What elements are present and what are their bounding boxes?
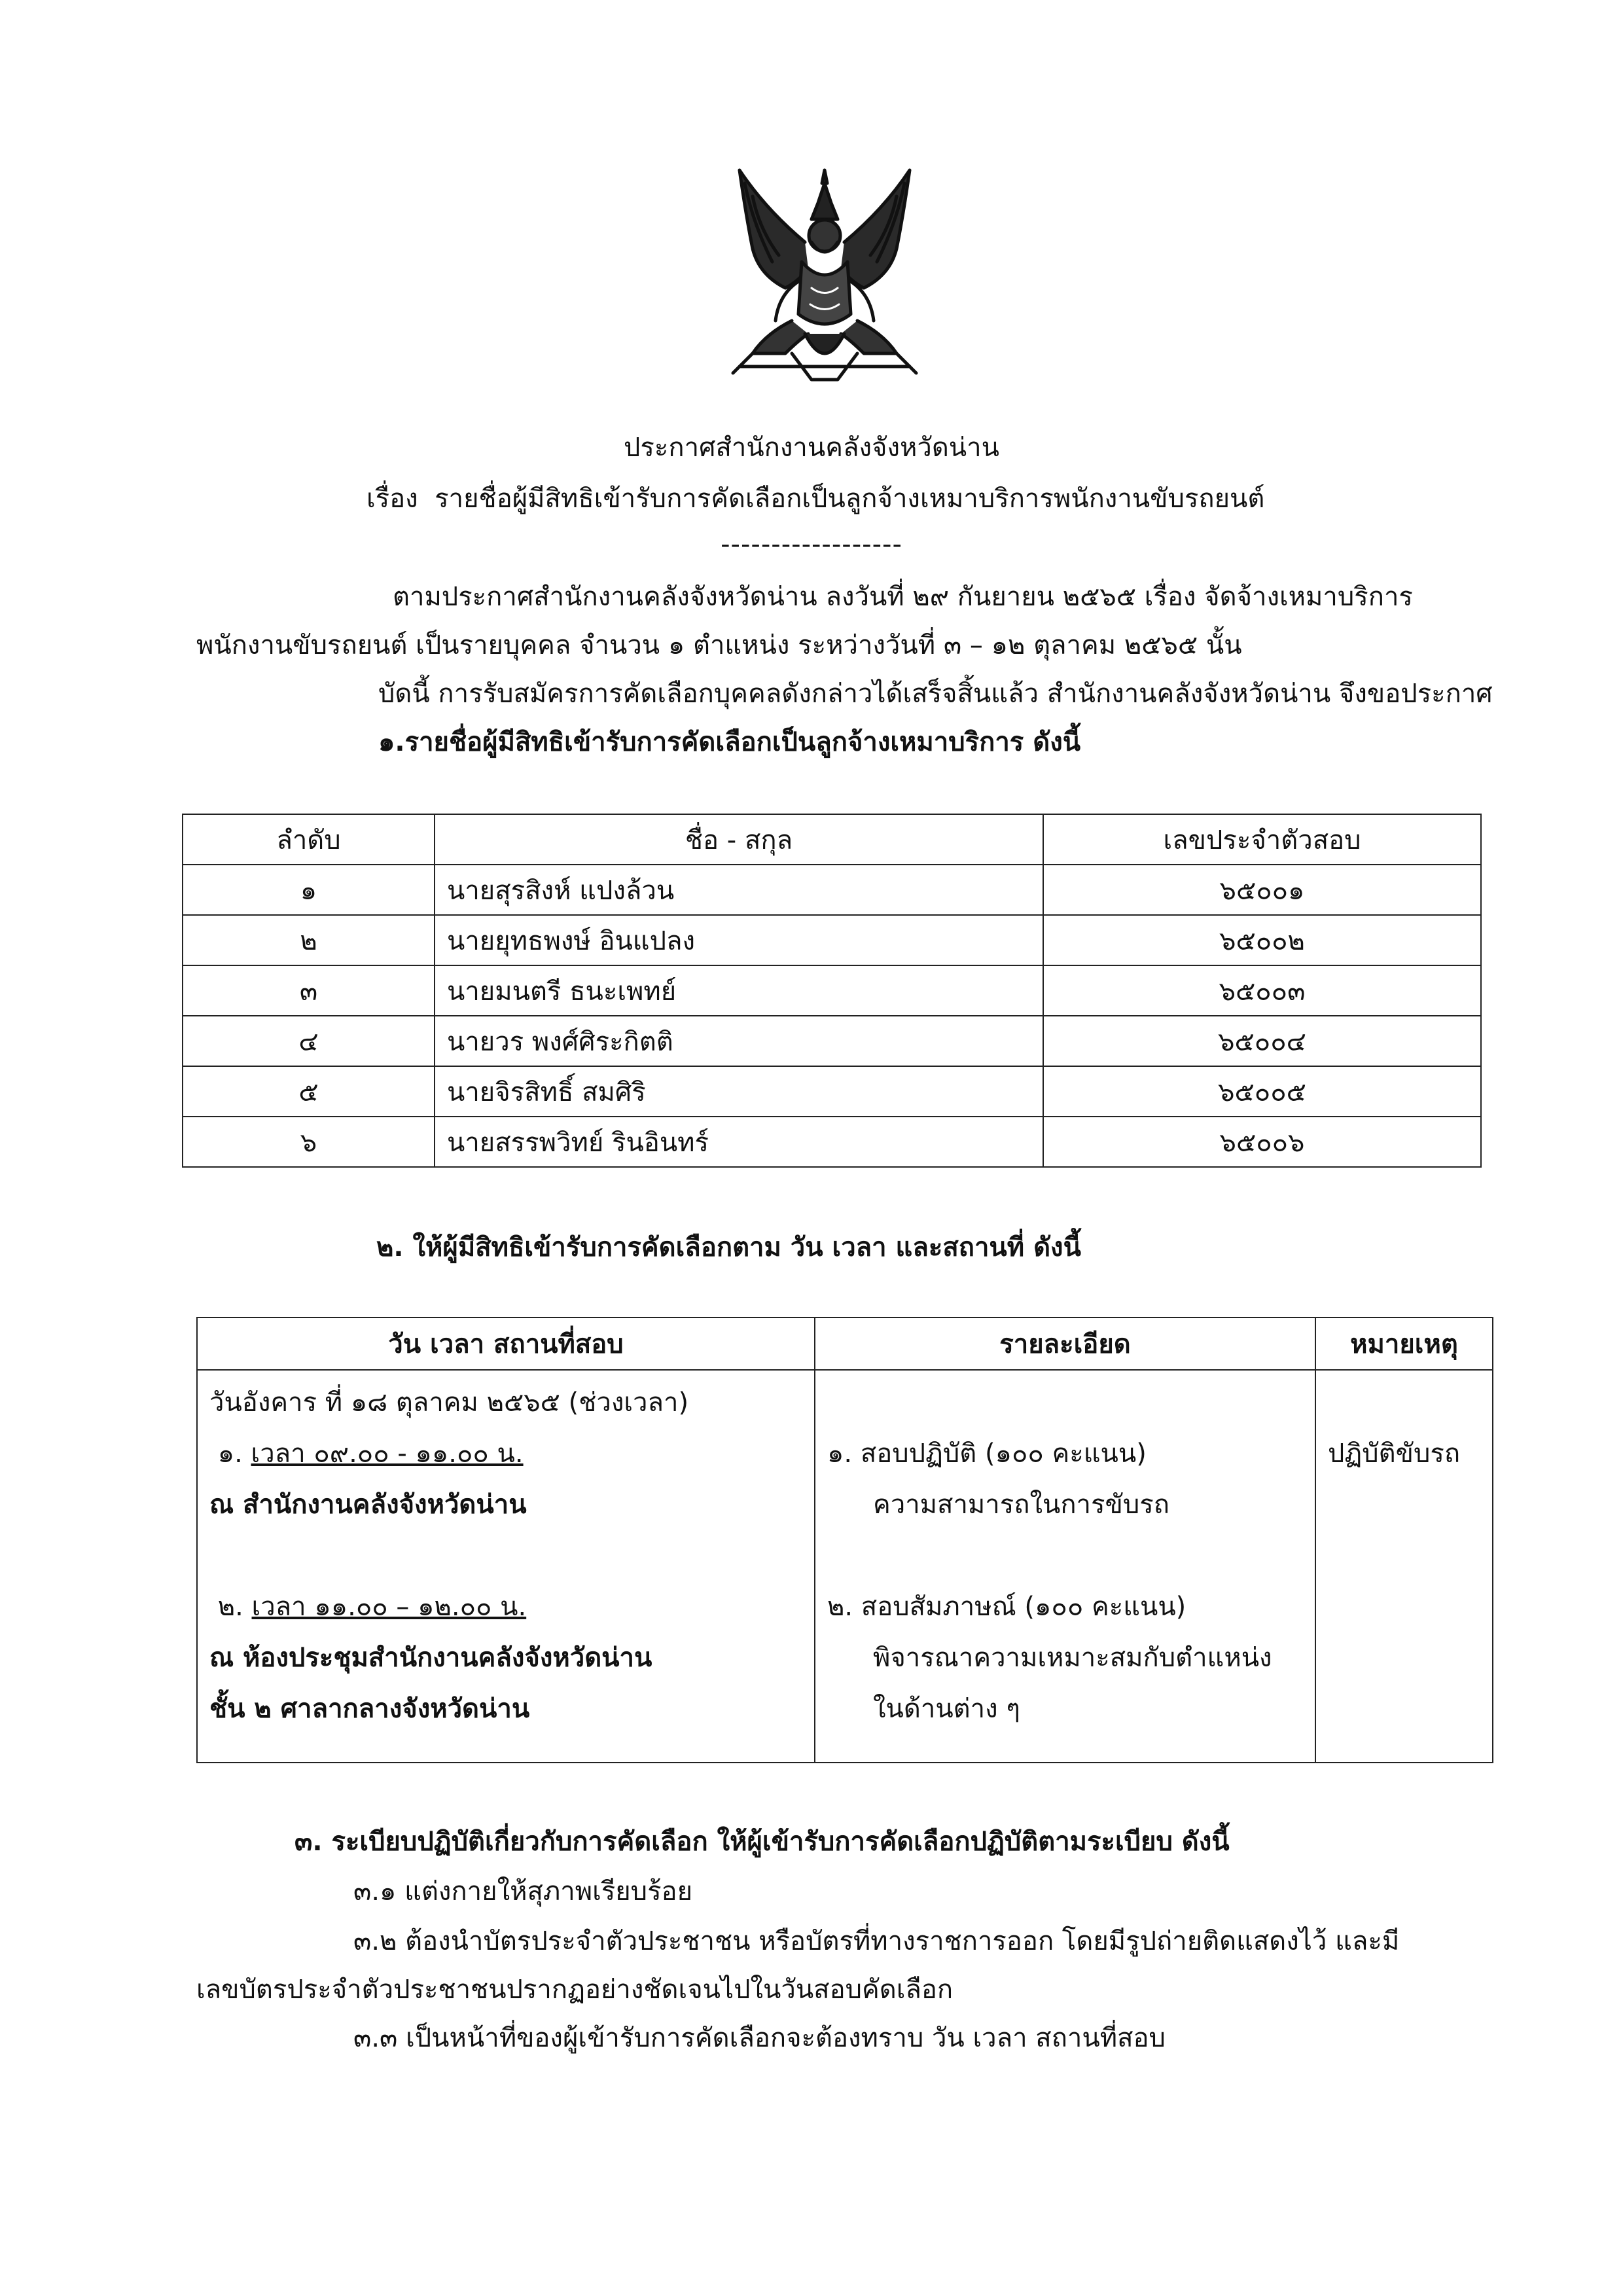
table-row xyxy=(183,1066,1481,1117)
cell-name: นายสรรพวิทย์ รินอินทร์ xyxy=(435,1117,1043,1167)
cell-order: ๖ xyxy=(183,1117,435,1167)
col-header-details: รายละเอียด xyxy=(815,1318,1315,1370)
col-header-datetime-place: วัน เวลา สถานที่สอบ xyxy=(197,1318,815,1370)
rule-3-2-line-2: เลขบัตรประจำตัวประชาชนปรากฏอย่างชัดเจนไปในวันสอบคัดเลือก xyxy=(196,1975,954,2005)
table-row xyxy=(183,1117,1481,1167)
slot1-time: เวลา ๐๙.๐๐ - ๑๑.๐๐ น. xyxy=(251,1439,524,1469)
detail2-title: ๒. สอบสัมภาษณ์ (๑๐๐ คะแนน) xyxy=(827,1592,1186,1622)
cell-datetime-place xyxy=(197,1370,815,1763)
table-row xyxy=(183,965,1481,1016)
slot2-time-line xyxy=(209,1581,802,1632)
cell-exam-id: ๖๕๐๐๔ xyxy=(1043,1016,1481,1066)
header-divider: ------------------ xyxy=(721,529,902,560)
schedule-table xyxy=(196,1317,1493,1763)
cell-exam-id: ๖๕๐๐๖ xyxy=(1043,1117,1481,1167)
detail1-description: ความสามารถในการขับรถ xyxy=(873,1490,1169,1520)
cell-exam-id: ๖๕๐๐๑ xyxy=(1043,865,1481,915)
detail2-description-2: ในด้านต่าง ๆ xyxy=(873,1694,1020,1724)
exam-date: วันอังคาร ที่ ๑๘ ตุลาคม ๒๕๖๕ (ช่วงเวลา) xyxy=(209,1388,689,1418)
schedule-table-header xyxy=(197,1318,1493,1370)
slot1-number: ๑. xyxy=(217,1439,243,1469)
cell-name: นายยุทธพงษ์ อินแปลง xyxy=(435,915,1043,965)
table-row xyxy=(183,865,1481,915)
section1-heading: ๑.รายชื่อผู้มีสิทธิเข้ารับการคัดเลือกเป็นลูกจ้างเหมาบริการ ดังนี้ xyxy=(378,727,1081,757)
schedule-row xyxy=(197,1370,1493,1763)
candidate-table xyxy=(182,814,1482,1168)
cell-remark xyxy=(1315,1370,1493,1763)
intro-line-3: บัดนี้ การรับสมัครการคัดเลือกบุคคลดังกล่าวได้เสร็จสิ้นแล้ว สำนักงานคลังจังหวัดน่าน จึงขอประกาศ xyxy=(378,679,1493,709)
rule-3-3: ๓.๓ เป็นหน้าที่ของผู้เข้ารับการคัดเลือกจะต้องทราบ วัน เวลา สถานที่สอบ xyxy=(353,2023,1166,2053)
cell-exam-id: ๖๕๐๐๓ xyxy=(1043,965,1481,1016)
detail2-description-1: พิจารณาความเหมาะสมกับตำแหน่ง xyxy=(873,1643,1272,1673)
announcement-title: ประกาศสำนักงานคลังจังหวัดน่าน xyxy=(624,433,999,463)
cell-name: นายวร พงศ์ศิระกิตติ xyxy=(435,1016,1043,1066)
slot2-number: ๒. xyxy=(217,1592,243,1622)
subject-line xyxy=(366,483,1264,514)
garuda-emblem-icon xyxy=(713,157,936,393)
slot1-place: ณ สำนักงานคลังจังหวัดน่าน xyxy=(209,1490,527,1520)
table-row xyxy=(183,1016,1481,1066)
col-header-exam-id: เลขประจำตัวสอบ xyxy=(1043,814,1481,865)
cell-name: นายสุรสิงห์ แปงล้วน xyxy=(435,865,1043,915)
slot1-time-line xyxy=(209,1428,802,1479)
slot2-time: เวลา ๑๑.๐๐ – ๑๒.๐๐ น. xyxy=(251,1592,527,1622)
intro-line-2: พนักงานขับรถยนต์ เป็นรายบุคคล จำนวน ๑ ตำแหน่ง ระหว่างวันที่ ๓ – ๑๒ ตุลาคม ๒๕๖๕ นั้น xyxy=(196,630,1242,660)
cell-order: ๑ xyxy=(183,865,435,915)
cell-order: ๒ xyxy=(183,915,435,965)
cell-order: ๕ xyxy=(183,1066,435,1117)
cell-name: นายมนตรี ธนะเพทย์ xyxy=(435,965,1043,1016)
section2-heading: ๒. ให้ผู้มีสิทธิเข้ารับการคัดเลือกตาม วัน เวลา และสถานที่ ดังนี้ xyxy=(376,1232,1081,1263)
slot2-place-line-2: ชั้น ๒ ศาลากลางจังหวัดน่าน xyxy=(209,1694,530,1724)
cell-name: นายจิรสิทธิ์ สมศิริ xyxy=(435,1066,1043,1117)
cell-exam-id: ๖๕๐๐๕ xyxy=(1043,1066,1481,1117)
intro-line-1: ตามประกาศสำนักงานคลังจังหวัดน่าน ลงวันที่ ๒๙ กันยายน ๒๕๖๕ เรื่อง จัดจ้างเหมาบริการ xyxy=(393,582,1413,612)
remark-text: ปฏิบัติขับรถ xyxy=(1328,1439,1461,1469)
detail1-title: ๑. สอบปฏิบัติ (๑๐๐ คะแนน) xyxy=(827,1439,1147,1469)
rule-3-1: ๓.๑ แต่งกายให้สุภาพเรียบร้อย xyxy=(353,1876,693,1907)
slot2-place-line-1: ณ ห้องประชุมสำนักงานคลังจังหวัดน่าน xyxy=(209,1643,652,1673)
cell-details xyxy=(815,1370,1315,1763)
cell-exam-id: ๖๕๐๐๒ xyxy=(1043,915,1481,965)
subject-prefix: เรื่อง xyxy=(366,484,418,514)
section3-heading: ๓. ระเบียบปฏิบัติเกี่ยวกับการคัดเลือก ให้ผู้เข้ารับการคัดเลือกปฏิบัติตามระเบียบ ดังนี้ xyxy=(294,1827,1230,1857)
rule-3-2-line-1: ๓.๒ ต้องนำบัตรประจำตัวประชาชน หรือบัตรที่ทางราชการออก โดยมีรูปถ่ายติดแสดงไว้ และมี xyxy=(353,1926,1400,1956)
cell-order: ๓ xyxy=(183,965,435,1016)
cell-order: ๔ xyxy=(183,1016,435,1066)
col-header-remark: หมายเหตุ xyxy=(1315,1318,1493,1370)
candidate-table-header xyxy=(183,814,1481,865)
table-row xyxy=(183,915,1481,965)
col-header-order: ลำดับ xyxy=(183,814,435,865)
subject-text: รายชื่อผู้มีสิทธิเข้ารับการคัดเลือกเป็นลูกจ้างเหมาบริการพนักงานขับรถยนต์ xyxy=(435,484,1265,514)
col-header-name: ชื่อ - สกุล xyxy=(435,814,1043,865)
